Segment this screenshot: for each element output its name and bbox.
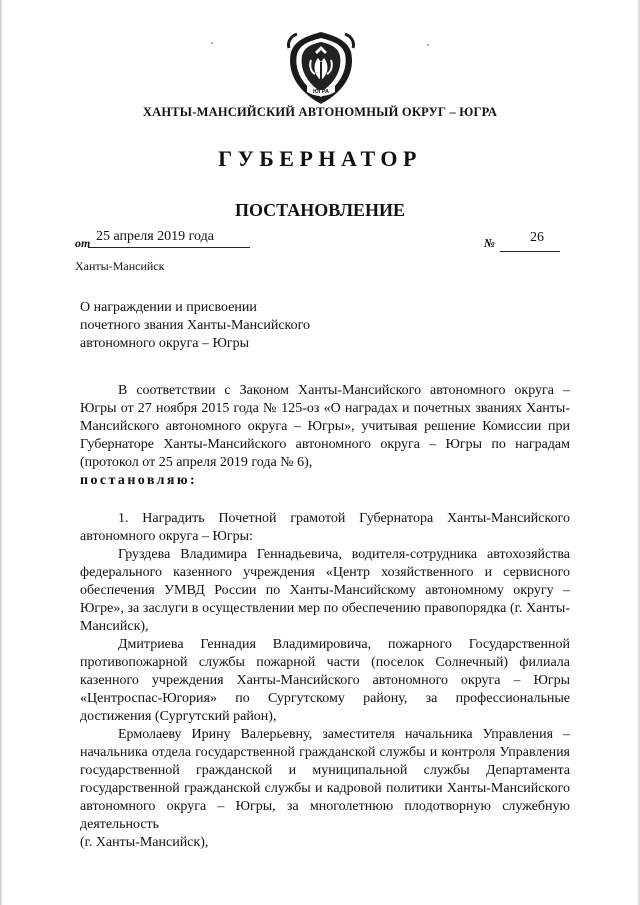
document-type: ПОСТАНОВЛЕНИЕ — [234, 200, 406, 220]
point-1: 1. Наградить Почетной грамотой Губернатора Ханты-Мансийского автономного округа – Югры: — [80, 511, 570, 544]
recipient-paragraph: Груздева Владимира Геннадьевича, водителя-сотрудника автохозяйства федерального казенного учреждения «Центр хозяйственного и сервисного обеспечения УМВД России по Ханты-Мансийскому автономному округу – Югре», за заслуги в осуществлении мер по обеспечению правопорядка (г. Ханты-Мансийск), — [80, 547, 570, 634]
date-prefix: от — [75, 236, 91, 250]
scan-edge-left — [0, 0, 3, 905]
subject-line: О награждении и присвоении — [80, 300, 257, 315]
authority-title: ГУБЕРНАТОР — [218, 146, 422, 171]
number-underline — [500, 251, 560, 252]
city-name: Ханты-Мансийск — [75, 259, 165, 273]
recipient-paragraph-tail: (г. Ханты-Мансийск), — [80, 835, 209, 850]
emblem-caption: ЮГРА — [313, 89, 329, 95]
preamble-text: В соответствии с Законом Ханты-Мансийского автономного округа – Югры от 27 ноября 2015 года № 125-оз «О наградах и почетных званиях Ханты-Мансийского автономного округа – Югры», учитывая решение Комиссии при Губернаторе Ханты-Мансийского автономного округа – Югры по наградам (протокол от 25 апреля 2019 года № 6), — [80, 383, 570, 470]
subject-line: почетного звания Ханты-Мансийского — [80, 318, 311, 333]
subject-line: автономного округа – Югры — [80, 336, 249, 351]
decree-items — [80, 510, 570, 852]
document-number: 26 — [530, 230, 544, 245]
coat-of-arms-emblem — [285, 30, 357, 106]
preamble-block — [80, 382, 570, 490]
date-underline — [88, 247, 250, 248]
recipient-paragraph: Ермолаеву Ирину Валерьевну, заместителя начальника Управления – начальника отдела государственной гражданской службы и контроля Управления государственной гражданской и муниципальной службы Департамента государственной гражданской службы и кадровой политики Ханты-Мансийского автономного округа – Югры, за многолетнюю плодотворную служебную деятельность — [80, 727, 570, 832]
document-date: 25 апреля 2019 года — [96, 229, 214, 244]
subject-block — [80, 299, 310, 353]
scan-speck — [211, 42, 213, 44]
resolve-word: постановляю: — [80, 473, 198, 488]
scan-speck — [427, 44, 429, 46]
region-title: ХАНТЫ-МАНСИЙСКИЙ АВТОНОМНЫЙ ОКРУГ – ЮГРА — [142, 105, 498, 119]
recipient-paragraph: Дмитриева Геннадия Владимировича, пожарного Государственной противопожарной службы пожарной части (поселок Солнечный) филиала казенного учреждения Ханты-Мансийского автономного округа – Югры «Центроспас-Югория» по Сургутскому району, за профессиональные достижения (Сургутский район), — [80, 637, 570, 724]
number-prefix: № — [484, 236, 495, 250]
